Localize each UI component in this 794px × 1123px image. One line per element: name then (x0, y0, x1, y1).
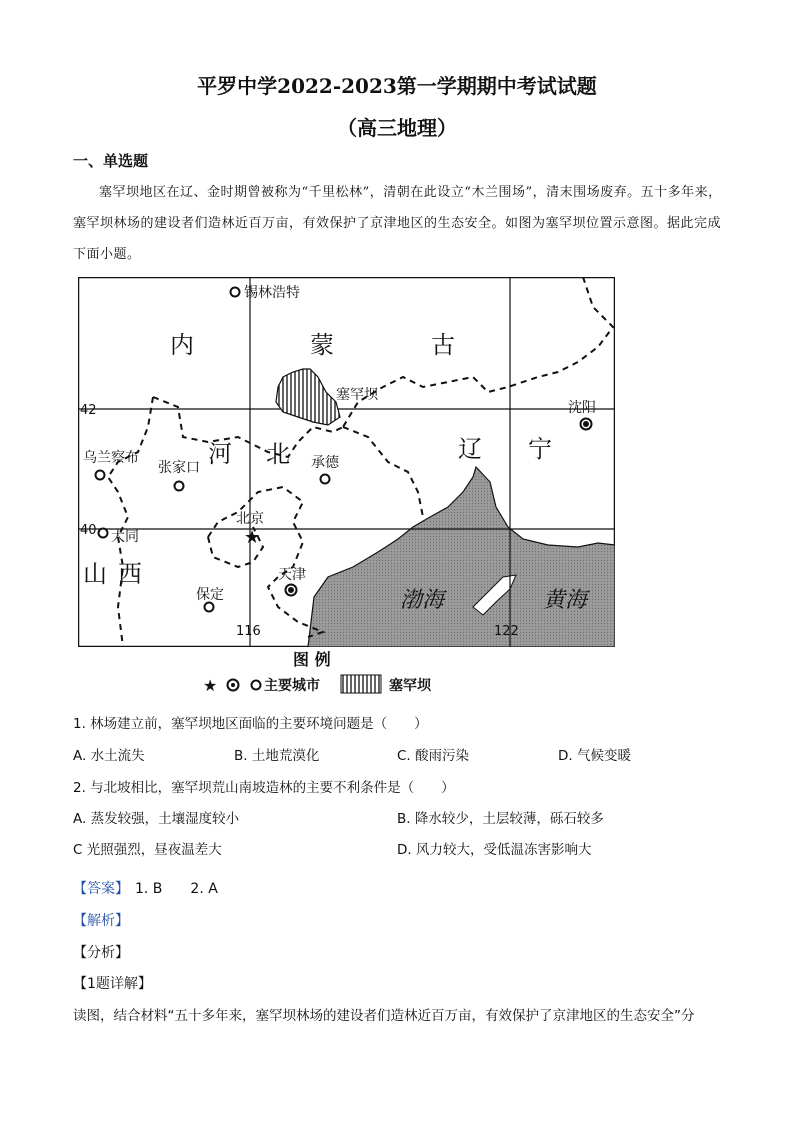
label-xilinhot: 锡林浩特 (244, 285, 300, 301)
label-beijing: 北京 (236, 511, 264, 527)
label-baoding: 保定 (196, 587, 224, 603)
city-marker (96, 471, 105, 480)
star-icon: ★ (203, 676, 218, 695)
label-lon116: 116 (236, 624, 261, 639)
hatch-swatch-icon (341, 675, 381, 693)
label-gu: 古 (431, 331, 455, 359)
question-1-stem: 1. 林场建立前，塞罕坝地区面临的主要环境问题是（ ） (73, 716, 428, 732)
answer-line (73, 878, 224, 898)
page-subtitle: （高三地理） (337, 116, 457, 140)
detail-heading: 【1题详解】 (73, 976, 152, 992)
q1-option-a: A. 水土流失 (73, 748, 145, 764)
label-lon122: 122 (494, 624, 519, 639)
label-meng: 蒙 (310, 331, 334, 359)
beijing-star-icon: ★ (244, 527, 261, 548)
intro-paragraph: 塞罕坝地区在辽、金时期曾被称为“千里松林”，清朝在此设立“木兰围场”，清末围场废弃。五十多年来，塞罕坝林场的建设者们造林近百万亩，有效保护了京津地区的生态安全。如图为塞罕坝位置示意图。据此完成下面小题。 (73, 185, 722, 262)
label-ulanqab: 乌兰察布 (83, 450, 139, 466)
q1-option-d: D. 气候变暖 (558, 748, 631, 764)
label-bohai: 渤海 (400, 588, 445, 613)
answer-values: 1. B 2. A (135, 881, 218, 897)
legend-saihanba-label: 塞罕坝 (389, 678, 431, 694)
label-shenyang: 沈阳 (568, 400, 596, 416)
label-lat42: 42 (80, 403, 97, 418)
label-liao: 辽 (458, 435, 482, 463)
page-title: 平罗中学2022-2023第一学期期中考试试题 (197, 74, 597, 98)
city-marker (205, 603, 214, 612)
label-lat40: 40 (80, 523, 97, 538)
q2-option-c: C 光照强烈，昼夜温差大 (73, 842, 222, 858)
detail-text: 读图，结合材料“五十多年来，塞罕坝林场的建设者们造林近百万亩，有效保护了京津地区的生态安全”分 (73, 1008, 695, 1024)
label-he: 河 (208, 440, 232, 468)
legend-title: 图 例 (293, 650, 331, 669)
city-marker (321, 475, 330, 484)
section-heading: 一、单选题 (73, 152, 149, 170)
label-saihanba: 塞罕坝 (336, 387, 378, 403)
label-tianjin: 天津 (278, 567, 306, 583)
q2-option-d: D. 风力较大，受低温冻害影响大 (397, 842, 592, 858)
location-map (78, 277, 615, 647)
answer-tag: 【答案】 (73, 881, 129, 897)
analysis-tag: 【解析】 (73, 913, 129, 929)
label-bei: 北 (266, 440, 290, 468)
label-huanghai: 黄海 (543, 588, 588, 613)
q2-option-a: A. 蒸发较强，土壤湿度较小 (73, 811, 240, 827)
label-zhangjiakou: 张家口 (158, 460, 200, 476)
city-marker (231, 288, 240, 297)
label-ning: 宁 (528, 435, 552, 463)
label-shan: 山 (83, 560, 107, 588)
q2-option-b: B. 降水较少，土层较薄，砾石较多 (397, 811, 604, 827)
label-nei: 内 (170, 331, 194, 359)
label-datong: 大同 (111, 529, 139, 545)
map-legend (78, 648, 615, 698)
question-2-stem: 2. 与北坡相比，塞罕坝荒山南坡造林的主要不利条件是（ ） (73, 780, 455, 796)
q1-option-c: C. 酸雨污染 (397, 748, 470, 764)
label-xi: 西 (118, 560, 142, 588)
label-chengde: 承德 (311, 455, 339, 471)
city-marker (175, 482, 184, 491)
fenxi-heading: 【分析】 (73, 945, 129, 961)
legend-cities-label: 主要城市 (264, 678, 320, 694)
q1-option-b: B. 土地荒漠化 (234, 748, 320, 764)
city-icon (252, 681, 261, 690)
city-marker (99, 529, 108, 538)
